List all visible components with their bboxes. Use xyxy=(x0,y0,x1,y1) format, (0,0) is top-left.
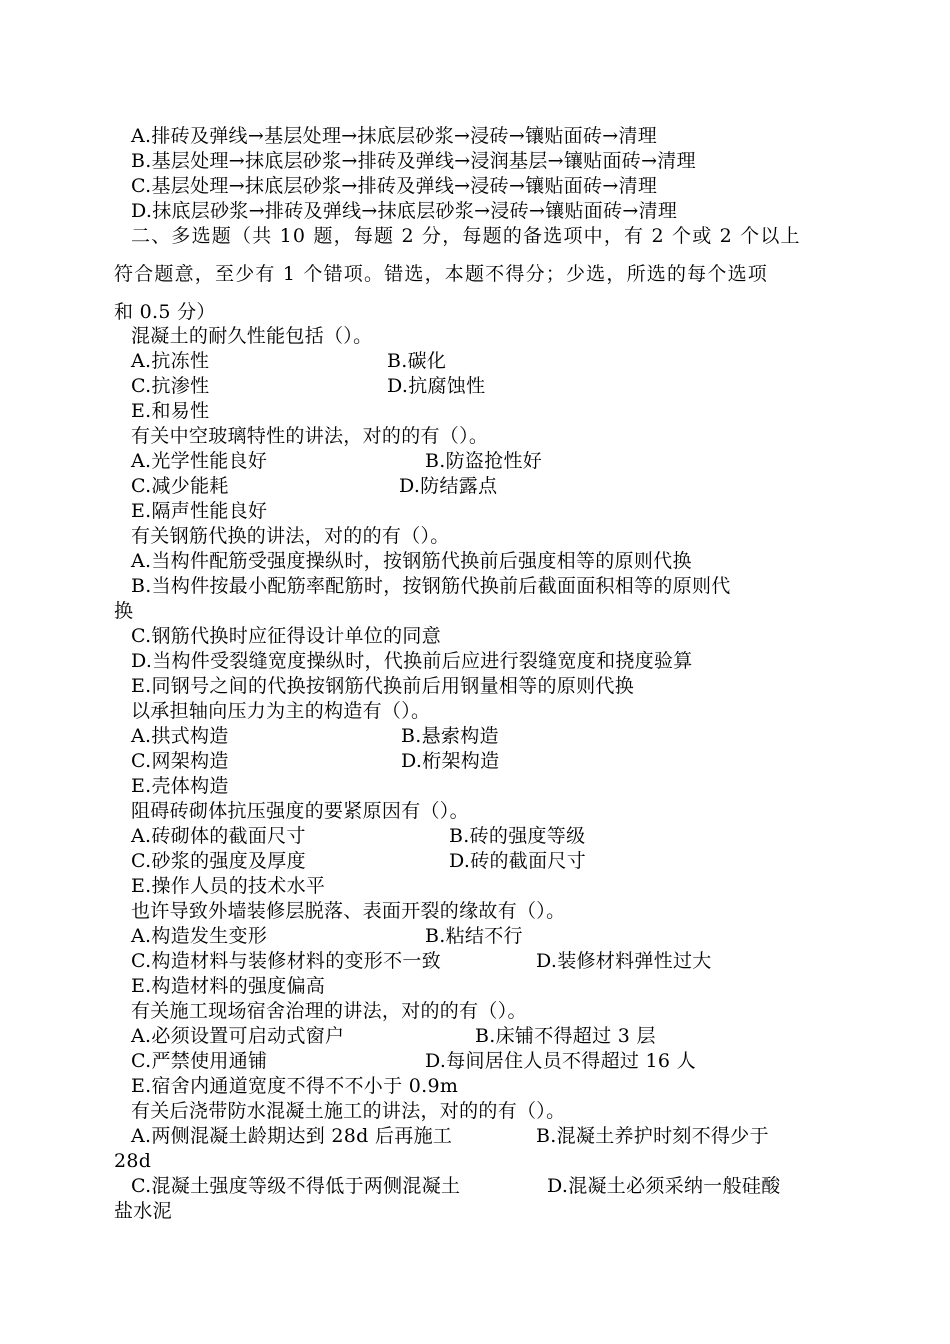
question-text: 有关中空玻璃特性的讲法，对的的有（）。 xyxy=(131,425,489,447)
question-text: 也许导致外墙装修层脱落、表面开裂的缘故有（）。 xyxy=(131,900,566,922)
option-d: D.桁架构造 xyxy=(401,750,500,772)
option-c: C.构造材料与装修材料的变形不一致 xyxy=(131,950,442,972)
option-b: B.混凝土养护时刻不得少于 xyxy=(536,1125,769,1147)
option-c: C.严禁使用通铺 xyxy=(131,1050,268,1072)
option-d: D.装修材料弹性过大 xyxy=(536,950,712,972)
option-d-continued: 盐水泥 xyxy=(114,1200,172,1222)
question-text: 有关钢筋代换的讲法，对的的有（）。 xyxy=(131,525,450,547)
option-d: D.抗腐蚀性 xyxy=(387,375,486,397)
option-e: E.壳体构造 xyxy=(131,775,229,797)
option-d: D.混凝土必须采纳一般硅酸 xyxy=(547,1175,781,1197)
option-d: D.当构件受裂缝宽度操纵时，代换前后应进行裂缝宽度和挠度验算 xyxy=(131,650,693,672)
option-b: B.碳化 xyxy=(387,350,447,372)
option-b-continued: 28d xyxy=(114,1150,152,1172)
option-e: E.同钢号之间的代换按钢筋代换前后用钢量相等的原则代换 xyxy=(131,675,635,697)
option-e: E.构造材料的强度偏高 xyxy=(131,975,326,997)
option-c: C.网架构造 xyxy=(131,750,229,772)
option-e: E.隔声性能良好 xyxy=(131,500,268,522)
option-b: B.防盗抢性好 xyxy=(425,450,543,472)
section-heading: 二、多选题（共 10 题，每题 2 分，每题的备选项中，有 2 个或 2 个以上 xyxy=(131,225,801,247)
option-c: C.砂浆的强度及厚度 xyxy=(131,850,306,872)
question-text: 阻碍砖砌体抗压强度的要紧原因有（）。 xyxy=(131,800,469,822)
question-text: 有关后浇带防水混凝土施工的讲法，对的的有（）。 xyxy=(131,1100,566,1122)
option-b: B.床铺不得超过 3 层 xyxy=(475,1025,656,1047)
option-a: A.光学性能良好 xyxy=(131,450,268,472)
option-line: D.抹底层砂浆→排砖及弹线→抹底层砂浆→浸砖→镶贴面砖→清理 xyxy=(131,200,678,222)
option-line: B.基层处理→抹底层砂浆→排砖及弹线→浸润基层→镶贴面砖→清理 xyxy=(131,150,696,172)
option-b-continued: 换 xyxy=(114,600,134,622)
option-d: D.防结露点 xyxy=(399,475,498,497)
option-c: C.减少能耗 xyxy=(131,475,229,497)
option-a: A.当构件配筋受强度操纵时，按钢筋代换前后强度相等的原则代换 xyxy=(131,550,692,572)
option-d: D.砖的截面尺寸 xyxy=(449,850,586,872)
question-text: 以承担轴向压力为主的构造有（）。 xyxy=(131,700,431,722)
option-d: D.每间居住人员不得超过 16 人 xyxy=(425,1050,696,1072)
option-b: B.砖的强度等级 xyxy=(449,825,586,847)
option-c: C.抗渗性 xyxy=(131,375,210,397)
option-b: B.当构件按最小配筋率配筋时，按钢筋代换前后截面面积相等的原则代 xyxy=(131,575,731,597)
option-line: A.排砖及弹线→基层处理→抹底层砂浆→浸砖→镶贴面砖→清理 xyxy=(131,125,658,147)
option-c: C.混凝土强度等级不得低于两侧混凝土 xyxy=(131,1175,461,1197)
section-heading-continued: 符合题意，至少有 1 个错项。错选，本题不得分；少选，所选的每个选项 xyxy=(114,263,768,285)
section-heading-continued: 和 0.5 分） xyxy=(114,301,216,323)
option-a: A.构造发生变形 xyxy=(131,925,268,947)
option-e: E.操作人员的技术水平 xyxy=(131,875,326,897)
option-c: C.钢筋代换时应征得设计单位的同意 xyxy=(131,625,442,647)
option-e: E.宿舍内通道宽度不得不不小于 0.9m xyxy=(131,1075,459,1097)
option-b: B.悬索构造 xyxy=(401,725,499,747)
option-line: C.基层处理→抹底层砂浆→排砖及弹线→浸砖→镶贴面砖→清理 xyxy=(131,175,658,197)
option-b: B.粘结不行 xyxy=(425,925,523,947)
option-a: A.拱式构造 xyxy=(131,725,229,747)
option-a: A.必须设置可启动式窗户 xyxy=(131,1025,345,1047)
option-a: A.砖砌体的截面尺寸 xyxy=(131,825,306,847)
option-a: A.抗冻性 xyxy=(131,350,210,372)
option-e: E.和易性 xyxy=(131,400,210,422)
option-a: A.两侧混凝土龄期达到 28d 后再施工 xyxy=(131,1125,453,1147)
question-text: 有关施工现场宿舍治理的讲法，对的的有（）。 xyxy=(131,1000,527,1022)
question-text: 混凝土的耐久性能包括（）。 xyxy=(131,325,373,347)
